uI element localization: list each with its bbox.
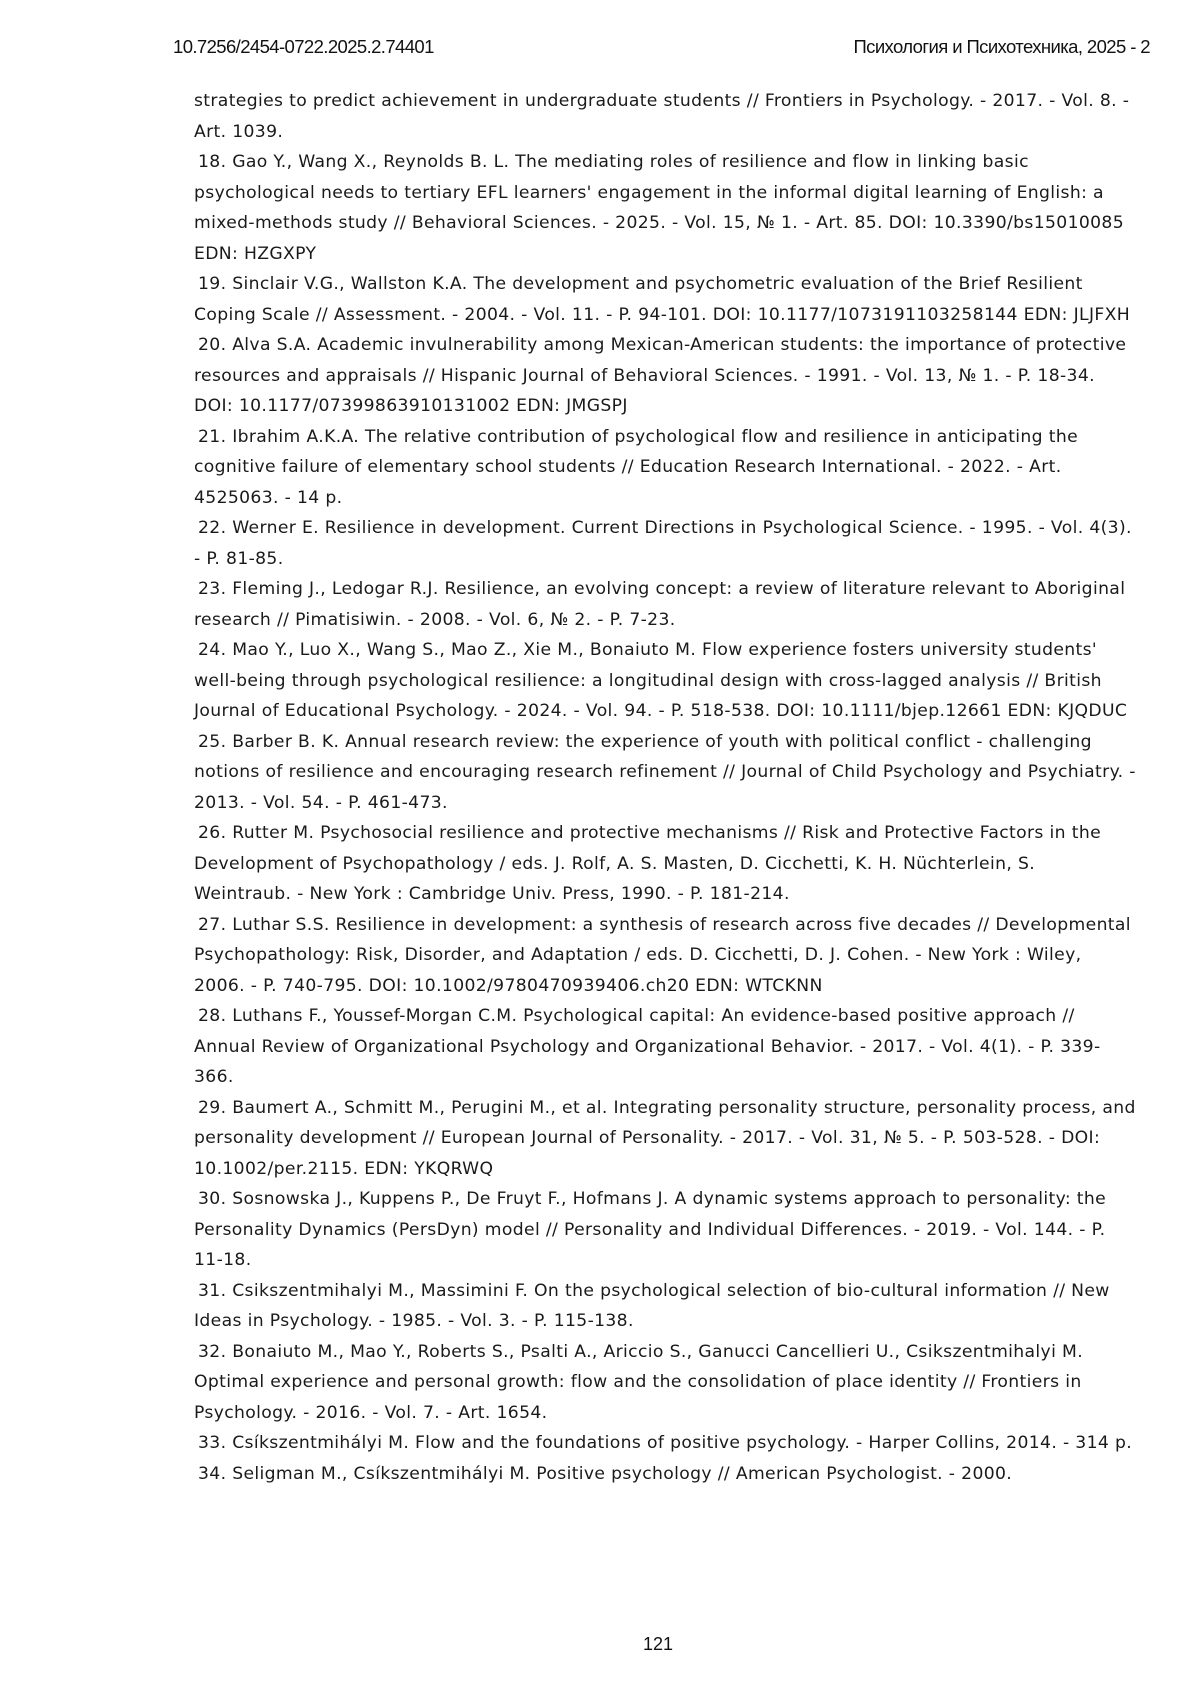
- reference-item-21: 21. Ibrahim A.K.A. The relative contribution of psychological flow and resilience in anticipating the cognitive failure of elementary school students // Education Research International. - 2022. - Art. 4525063. - 14 p.: [194, 422, 1136, 514]
- reference-list: [194, 86, 1136, 1489]
- article-doi: 10.7256/2454-0722.2025.2.74401: [173, 36, 434, 58]
- reference-item-24: 24. Mao Y., Luo X., Wang S., Mao Z., Xie M., Bonaiuto M. Flow experience fosters university students' well-being through psychological resilience: a longitudinal design with cross-lagged analysis // British Journal of Educational Psychology. - 2024. - Vol. 94. - P. 518-538. DOI: 10.1111/bjep.12661 EDN: KJQDUC: [194, 635, 1136, 727]
- reference-item-29: 29. Baumert A., Schmitt M., Perugini M., et al. Integrating personality structure, personality process, and personality development // European Journal of Personality. - 2017. - Vol. 31, № 5. - P. 503-528. - DOI: 10.1002/per.2115. EDN: YKQRWQ: [194, 1093, 1136, 1185]
- reference-item-19: 19. Sinclair V.G., Wallston K.A. The development and psychometric evaluation of the Brief Resilient Coping Scale // Assessment. - 2004. - Vol. 11. - P. 94-101. DOI: 10.1177/1073191103258144 EDN: JLJFXH: [194, 269, 1136, 330]
- reference-continuation: strategies to predict achievement in undergraduate students // Frontiers in Psychology. - 2017. - Vol. 8. - Art. 1039.: [194, 86, 1136, 147]
- reference-item-25: 25. Barber B. K. Annual research review: the experience of youth with political conflict - challenging notions of resilience and encouraging research refinement // Journal of Child Psychology and Psychiatry. - 2013. - Vol. 54. - P. 461-473.: [194, 727, 1136, 819]
- reference-item-27: 27. Luthar S.S. Resilience in development: a synthesis of research across five decades // Developmental Psychopathology: Risk, Disorder, and Adaptation / eds. D. Cicchetti, D. J. Cohen. - New York : Wiley, 2006. - P. 740-795. DOI: 10.1002/9780470939406.ch20 EDN: WTCKNN: [194, 910, 1136, 1002]
- reference-item-20: 20. Alva S.A. Academic invulnerability among Mexican-American students: the importance of protective resources and appraisals // Hispanic Journal of Behavioral Sciences. - 1991. - Vol. 13, № 1. - P. 18-34. DOI: 10.1177/07399863910131002 EDN: JMGSPJ: [194, 330, 1136, 422]
- journal-issue: Психология и Психотехника, 2025 - 2: [853, 36, 1150, 58]
- reference-item-30: 30. Sosnowska J., Kuppens P., De Fruyt F., Hofmans J. A dynamic systems approach to personality: the Personality Dynamics (PersDyn) model // Personality and Individual Differences. - 2019. - Vol. 144. - P. 11-18.: [194, 1184, 1136, 1276]
- reference-item-22: 22. Werner E. Resilience in development. Current Directions in Psychological Science. - 1995. - Vol. 4(3). - P. 81-85.: [194, 513, 1136, 574]
- reference-item-32: 32. Bonaiuto M., Mao Y., Roberts S., Psalti A., Ariccio S., Ganucci Cancellieri U., Csikszentmihalyi M. Optimal experience and personal growth: flow and the consolidation of place identity // Frontiers in Psychology. - 2016. - Vol. 7. - Art. 1654.: [194, 1337, 1136, 1429]
- reference-item-18: 18. Gao Y., Wang X., Reynolds B. L. The mediating roles of resilience and flow in linking basic psychological needs to tertiary EFL learners' engagement in the informal digital learning of English: a mixed-methods study // Behavioral Sciences. - 2025. - Vol. 15, № 1. - Art. 85. DOI: 10.3390/bs15010085 EDN: HZGXPY: [194, 147, 1136, 269]
- reference-item-26: 26. Rutter M. Psychosocial resilience and protective mechanisms // Risk and Protective Factors in the Development of Psychopathology / eds. J. Rolf, A. S. Masten, D. Cicchetti, K. H. Nüchterlein, S. Weintraub. - New York : Cambridge Univ. Press, 1990. - P. 181-214.: [194, 818, 1136, 910]
- page-header: [173, 36, 1150, 62]
- reference-item-23: 23. Fleming J., Ledogar R.J. Resilience, an evolving concept: a review of literature relevant to Aboriginal research // Pimatisiwin. - 2008. - Vol. 6, № 2. - P. 7-23.: [194, 574, 1136, 635]
- reference-item-28: 28. Luthans F., Youssef-Morgan C.M. Psychological capital: An evidence-based positive approach // Annual Review of Organizational Psychology and Organizational Behavior. - 2017. - Vol. 4(1). - P. 339-366.: [194, 1001, 1136, 1093]
- reference-item-31: 31. Csikszentmihalyi M., Massimini F. On the psychological selection of bio-cultural information // New Ideas in Psychology. - 1985. - Vol. 3. - P. 115-138.: [194, 1276, 1136, 1337]
- reference-item-33: 33. Csíkszentmihályi M. Flow and the foundations of positive psychology. - Harper Collins, 2014. - 314 p.: [194, 1428, 1136, 1459]
- page-number: 121: [0, 1634, 1200, 1655]
- reference-item-34: 34. Seligman M., Csíkszentmihályi M. Positive psychology // American Psychologist. - 2000.: [194, 1459, 1136, 1490]
